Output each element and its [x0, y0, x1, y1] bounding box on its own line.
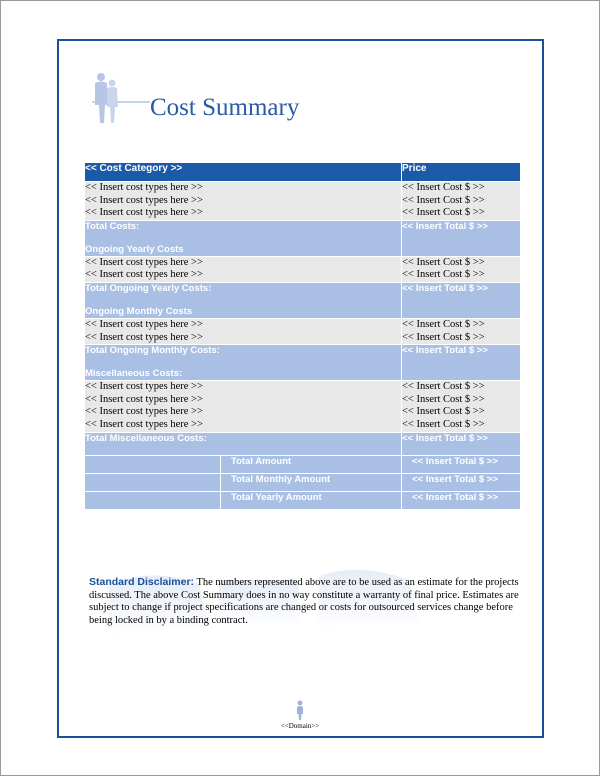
- section-total-value: << Insert Total $ >>: [402, 432, 488, 444]
- section-total-label-cell: [85, 432, 402, 455]
- cost-values-cell: [402, 318, 521, 344]
- cost-values-cell: [402, 381, 521, 432]
- cost-value-text: << Insert Cost $ >>: [402, 381, 485, 393]
- cost-value-text: << Insert Cost $ >>: [402, 182, 485, 193]
- cost-value-text: << Insert Cost $ >>: [402, 318, 485, 330]
- cost-type-text: << Insert cost types here >>: [85, 318, 203, 330]
- table-header-row: [85, 163, 521, 182]
- disclaimer-text: The numbers represented above are to be used as an estimate for the projects discussed. The above Cost Summary does in no way constitute a warranty of final price. Estimates are subject to change if project specifications are changed or costs for outsourced services change before being locked in by a binding contract.: [89, 577, 519, 626]
- cost-value-text: << Insert Cost $ >>: [402, 418, 485, 430]
- cost-value-text: << Insert Cost $ >>: [402, 194, 485, 206]
- section-total-label: Total Ongoing Yearly Costs:: [85, 282, 212, 294]
- section-total-label: Total Ongoing Monthly Costs:: [85, 345, 220, 357]
- document-header: [92, 71, 300, 127]
- cost-type-text: << Insert cost types here >>: [85, 182, 203, 193]
- disclaimer-paragraph: [89, 576, 519, 627]
- section-total-label-cell: [85, 345, 402, 381]
- header-price: Price: [402, 163, 521, 182]
- cost-type-text: << Insert cost types here >>: [85, 269, 203, 281]
- cost-value-text: << Insert Cost $ >>: [402, 269, 485, 281]
- footer-domain: <<Domain>>: [280, 722, 320, 730]
- section-total-value-cell: [402, 282, 521, 318]
- section-total-row: [85, 432, 521, 455]
- cost-value-text: << Insert Cost $ >>: [402, 256, 485, 268]
- cost-value-text: << Insert Cost $ >>: [402, 406, 485, 418]
- section-total-row: [85, 345, 521, 381]
- cost-type-text: << Insert cost types here >>: [85, 331, 203, 343]
- header-category: << Cost Category >>: [85, 163, 402, 182]
- section-total-value: << Insert Total $ >>: [402, 220, 488, 232]
- grand-total-label: Total Amount: [221, 455, 402, 473]
- cost-type-text: << Insert cost types here >>: [85, 406, 203, 418]
- cost-values-cell: [402, 256, 521, 282]
- cost-type-text: << Insert cost types here >>: [85, 207, 203, 219]
- cost-type-text: << Insert cost types here >>: [85, 418, 203, 430]
- grand-total-label: Total Yearly Amount: [221, 491, 402, 509]
- grand-total-label: Total Monthly Amount: [221, 473, 402, 491]
- cost-type-text: << Insert cost types here >>: [85, 381, 203, 393]
- cost-items-row: [85, 256, 521, 282]
- grand-total-row: [85, 491, 521, 509]
- cost-types-cell: [85, 182, 402, 221]
- cost-types-cell: [85, 381, 402, 432]
- cost-value-text: << Insert Cost $ >>: [402, 331, 485, 343]
- cost-type-text: << Insert cost types here >>: [85, 194, 203, 206]
- cost-type-text: << Insert cost types here >>: [85, 256, 203, 268]
- cost-values-cell: [402, 182, 521, 221]
- cost-items-row: [85, 182, 521, 221]
- cost-items-row: [85, 318, 521, 344]
- section-heading: Miscellaneous Costs:: [85, 368, 183, 380]
- cost-items-row: [85, 381, 521, 432]
- page-title: Cost Summary: [150, 94, 300, 121]
- section-total-value-cell: [402, 220, 521, 256]
- blank-cell: [85, 491, 221, 509]
- cost-types-cell: [85, 256, 402, 282]
- section-total-row: [85, 220, 521, 256]
- cost-value-text: << Insert Cost $ >>: [402, 207, 485, 219]
- section-heading: Ongoing Yearly Costs: [85, 243, 184, 255]
- cost-types-cell: [85, 318, 402, 344]
- section-total-value-cell: [402, 432, 521, 455]
- person-silhouette-icon: [295, 700, 305, 720]
- grand-total-value: << Insert Total $ >>: [402, 491, 521, 509]
- cost-table: [84, 162, 521, 510]
- section-total-label-cell: [85, 282, 402, 318]
- section-total-value-cell: [402, 345, 521, 381]
- disclaimer-label: Standard Disclaimer:: [89, 576, 195, 588]
- grand-total-value: << Insert Total $ >>: [402, 455, 521, 473]
- cost-value-text: << Insert Cost $ >>: [402, 393, 485, 405]
- blank-cell: [85, 455, 221, 473]
- people-silhouette-icon: [92, 71, 152, 127]
- section-total-label-cell: [85, 220, 402, 256]
- cost-type-text: << Insert cost types here >>: [85, 393, 203, 405]
- section-heading: Ongoing Monthly Costs: [85, 305, 193, 317]
- grand-total-row: [85, 455, 521, 473]
- grand-total-value: << Insert Total $ >>: [402, 473, 521, 491]
- section-total-row: [85, 282, 521, 318]
- section-total-value: << Insert Total $ >>: [402, 345, 488, 357]
- section-total-label: Total Miscellaneous Costs:: [85, 432, 207, 444]
- blank-cell: [85, 473, 221, 491]
- section-total-value: << Insert Total $ >>: [402, 282, 488, 294]
- section-total-label: Total Costs:: [85, 220, 140, 232]
- grand-total-row: [85, 473, 521, 491]
